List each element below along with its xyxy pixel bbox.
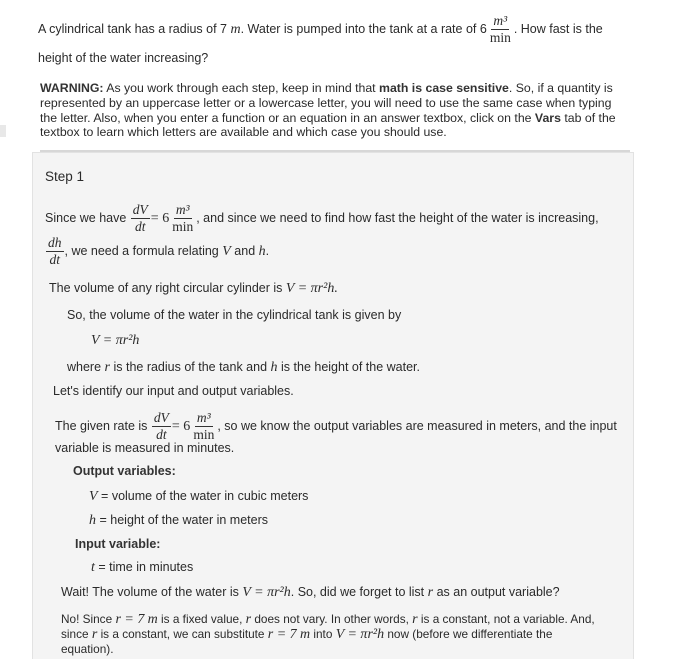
step-title: Step 1: [45, 169, 85, 184]
wait-line: [61, 585, 560, 601]
question-prefix: A cylindrical tank has a radius of 7: [38, 21, 227, 36]
since2-equation: V = πr²h: [335, 627, 385, 642]
since2-c: into: [313, 627, 333, 641]
since2-m: m: [299, 627, 311, 642]
dh-dt-fraction: [46, 236, 64, 267]
no-d: is a constant, not a variable. And,: [420, 612, 595, 626]
out-V-symbol: V: [89, 489, 98, 504]
where-a: where: [67, 360, 102, 374]
formula-relating: , we need a formula relating: [64, 243, 219, 258]
dt: dt: [135, 219, 146, 235]
volume-formula: V = πr²h: [91, 333, 140, 348]
question-text: [38, 14, 638, 71]
identify-line: Let's identify our input and output variables.: [53, 384, 294, 398]
given-line2: variable is measured in minutes.: [55, 441, 235, 455]
volume-any: The volume of any right circular cylinder is: [49, 281, 283, 295]
since-line: [45, 203, 599, 234]
since2-line: [61, 627, 552, 643]
var-h: h: [258, 243, 266, 259]
var-V: V: [222, 243, 231, 259]
given-rate: The given rate is: [55, 418, 148, 433]
wait-equation: V = πr²h: [242, 585, 291, 600]
input-t-line: [91, 560, 193, 576]
so-volume-line: So, the volume of the water in the cylindrical tank is given by: [67, 308, 402, 322]
given-rate-line: [55, 411, 617, 442]
m3-min-fraction: [170, 203, 195, 234]
out-h-desc: = height of the water in meters: [99, 513, 268, 527]
var-h2: h: [270, 360, 278, 375]
var-r: r: [104, 360, 110, 375]
given-dv: dV: [152, 411, 171, 427]
equals-six: = 6: [150, 210, 170, 226]
where-b: is the radius of the tank and: [113, 360, 268, 374]
warning-text: [40, 81, 630, 140]
question-mid: . Water is pumped into the tank at a rate of 6: [240, 21, 487, 36]
since2-d: now (before we differentiate the: [387, 627, 553, 641]
and-word: and: [234, 243, 256, 258]
since2-a: since: [61, 627, 89, 641]
in-t-desc: = time in minutes: [98, 560, 194, 574]
input-variable-label: Input variable:: [75, 537, 161, 551]
since2-b: is a constant, we can substitute: [100, 627, 265, 641]
output-V-line: [89, 489, 308, 505]
warning-text3: tab of the textbox to learn which letters are available and which case you should use.: [40, 110, 616, 140]
rate-fraction: [488, 14, 513, 45]
since2-r-eq: r = 7: [267, 627, 297, 642]
wait-a: Wait! The volume of the water is: [61, 585, 239, 599]
in-t-symbol: t: [91, 560, 95, 575]
output-variables-label: Output variables:: [73, 464, 176, 478]
warning-text2: . So, if a quantity is represented by an uppercase letter or a lowercase letter, you will need to use the same case when typing the letter. Also, when you enter a function or an equation in an answer textbox, click on the: [40, 81, 613, 125]
question-unit: m: [230, 21, 241, 37]
dv-dt-fraction: [131, 203, 150, 234]
vars-tab-reference: Vars: [534, 110, 561, 125]
wait-r: r: [427, 585, 434, 600]
min: min: [172, 219, 194, 235]
where-c: is the height of the water.: [281, 360, 420, 374]
wait-c: as an output variable?: [436, 585, 560, 599]
dt2: dt: [49, 252, 60, 268]
side-edge: [0, 125, 6, 137]
question-line2: height of the water increasing?: [38, 51, 209, 66]
warning-case-sensitive: math is case sensitive: [379, 81, 509, 95]
given-rest: , so we know the output variables are measured in meters, and the input: [217, 418, 617, 433]
given-m3-min: [191, 411, 216, 442]
output-h-line: [89, 513, 268, 529]
given-dt: dt: [156, 427, 167, 443]
since2-r: r: [91, 627, 98, 642]
unit-m: m: [147, 612, 158, 627]
volume-any-line: [49, 281, 338, 297]
no-r1: r: [245, 612, 252, 627]
where-line: [67, 360, 420, 376]
warning-label: WARNING:: [40, 81, 104, 95]
given-equals-six: = 6: [171, 418, 191, 434]
no-c: does not vary. In other words,: [254, 612, 409, 626]
wait-b: . So, did we forget to list: [290, 585, 425, 599]
no-line: [61, 612, 595, 628]
warning-text1: As you work through each step, keep in mind that: [103, 81, 380, 95]
period: .: [265, 243, 270, 258]
m3: m³: [174, 203, 192, 219]
formula-relating-line: [45, 236, 269, 267]
question-suffix: . How fast is the: [513, 21, 603, 36]
rate-denominator: min: [489, 30, 511, 46]
given-min: min: [193, 427, 215, 443]
dh: dh: [46, 236, 64, 252]
since-rest: , and since we need to find how fast the height of the water is increasing,: [196, 210, 599, 225]
r-equals-7: r = 7: [115, 612, 145, 627]
rate-numerator: m³: [491, 14, 509, 30]
given-m3: m³: [195, 411, 213, 427]
equation-word: equation).: [61, 642, 114, 656]
out-V-desc: = volume of the water in cubic meters: [101, 489, 309, 503]
out-h-symbol: h: [89, 513, 96, 528]
no-a: No! Since: [61, 612, 113, 626]
given-dv-dt: [152, 411, 171, 442]
dv: dV: [131, 203, 150, 219]
step-panel: [32, 152, 634, 659]
since-have: Since we have: [45, 210, 127, 225]
volume-equation: V = πr²h.: [285, 281, 338, 296]
no-b: is a fixed value,: [161, 612, 243, 626]
no-r2: r: [412, 612, 418, 627]
